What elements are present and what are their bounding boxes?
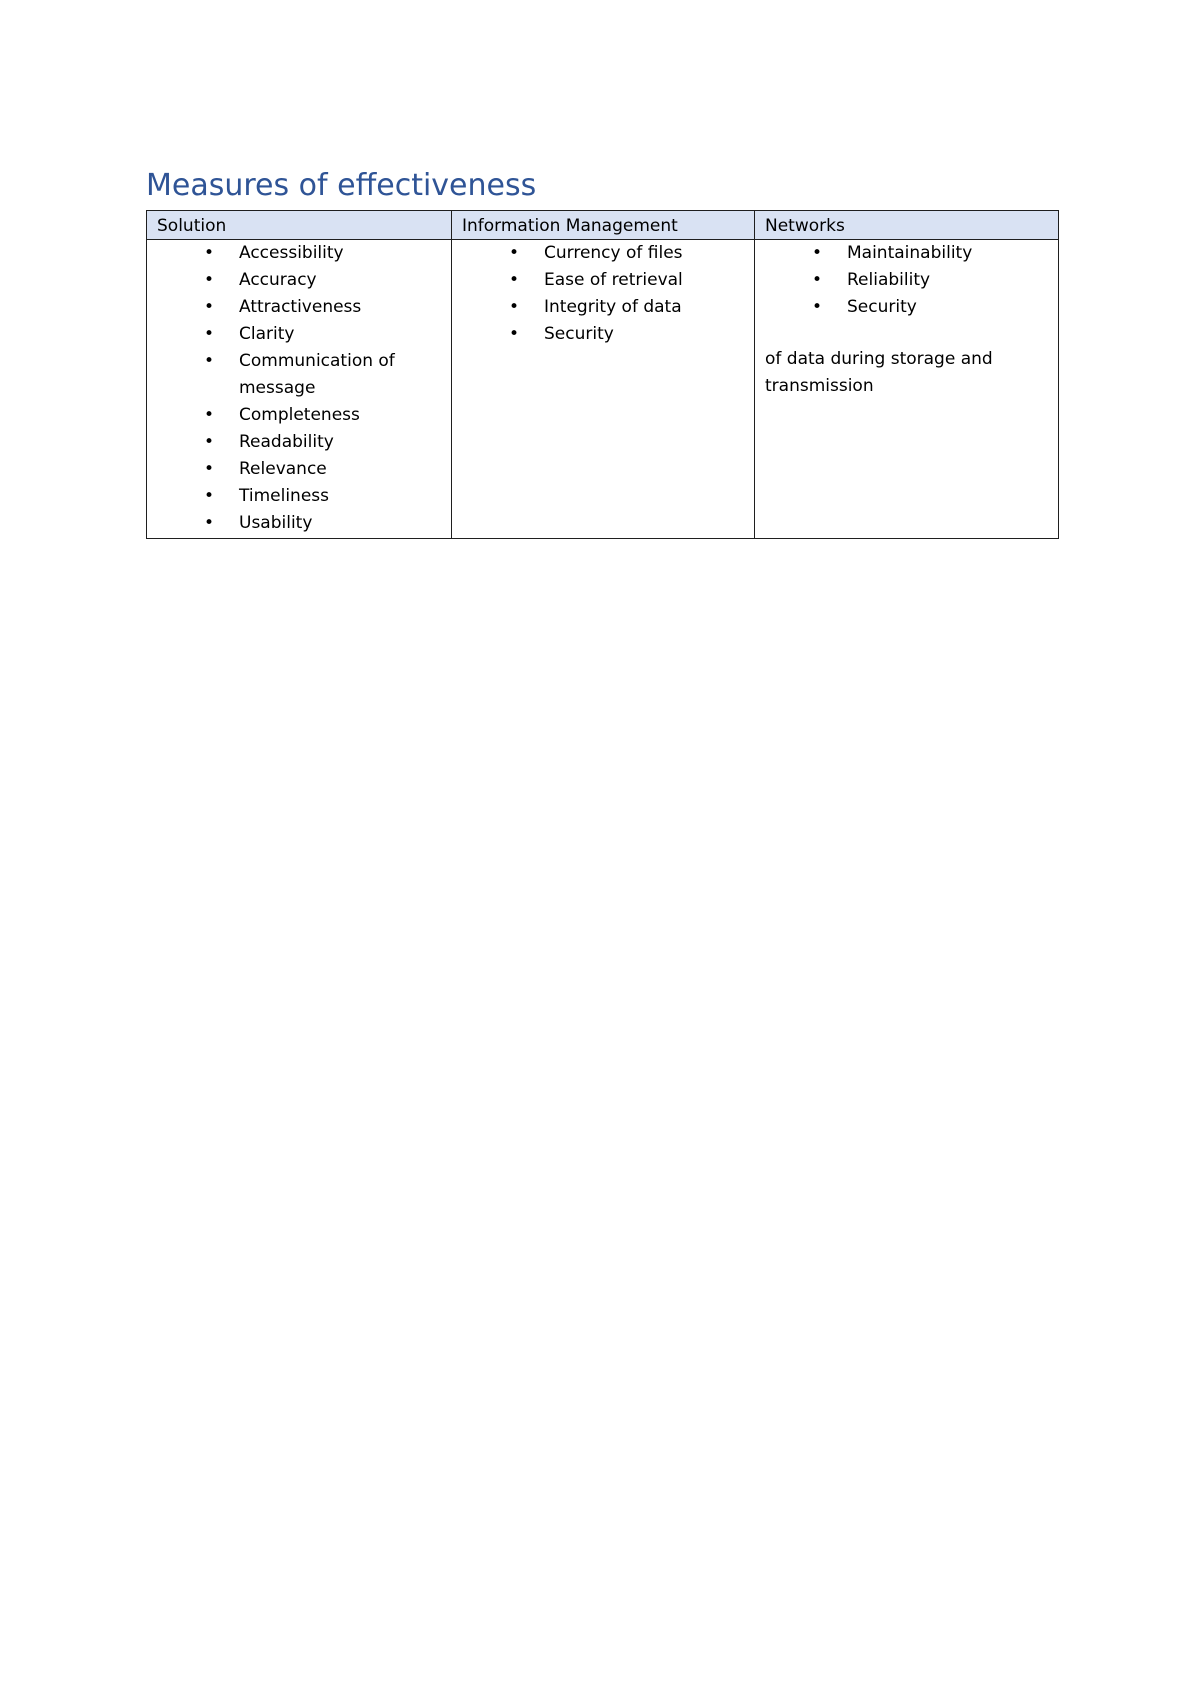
bullet-icon: • [204,270,215,290]
bullet-icon: • [509,324,520,344]
list-item [462,267,746,294]
list-item-label: Timeliness [239,486,329,506]
bullet-icon: • [509,243,520,263]
list-item-label: Reliability [847,270,931,290]
list-item [157,294,443,321]
list-item-label: Clarity [239,324,295,344]
list-item [157,348,443,402]
networks-note: of data during storage and transmission [765,349,993,396]
list-item [157,240,443,267]
bullet-icon: • [204,459,215,479]
networks-cell [755,240,1059,539]
bullet-icon: • [204,405,215,425]
solution-cell [147,240,452,539]
list-item-label: Accuracy [239,270,317,290]
list-item-label: Completeness [239,405,360,425]
header-information-management: Information Management [452,211,755,240]
list-item-label: Communication of message [239,351,395,398]
list-item [765,294,1050,321]
list-item-label: Integrity of data [544,297,682,317]
bullet-icon: • [204,351,215,371]
list-item [157,510,443,537]
list-item [157,321,443,348]
bullet-icon: • [812,297,823,317]
list-item-label: Currency of files [544,243,683,263]
solution-list [157,240,443,537]
list-item [765,240,1050,267]
list-item [765,267,1050,294]
list-item [462,294,746,321]
list-item-label: Accessibility [239,243,344,263]
list-item-label: Security [847,297,917,317]
list-item-label: Usability [239,513,313,533]
bullet-icon: • [509,297,520,317]
list-item [157,402,443,429]
page-title: Measures of effectiveness [146,168,537,203]
table-body-row [147,240,1059,539]
list-item [157,267,443,294]
information-management-list [462,240,746,348]
list-item [157,456,443,483]
list-item [462,321,746,348]
networks-list [765,240,1050,321]
list-item [157,429,443,456]
list-item-label: Attractiveness [239,297,362,317]
list-item-label: Maintainability [847,243,973,263]
bullet-icon: • [204,513,215,533]
list-item [462,240,746,267]
bullet-icon: • [204,486,215,506]
table-header-row [147,211,1059,240]
information-management-cell [452,240,755,539]
header-networks: Networks [755,211,1059,240]
bullet-icon: • [204,297,215,317]
bullet-icon: • [812,270,823,290]
bullet-icon: • [204,432,215,452]
bullet-icon: • [509,270,520,290]
bullet-icon: • [812,243,823,263]
list-item-label: Security [544,324,614,344]
measures-table [146,210,1059,539]
list-item [157,483,443,510]
list-item-label: Ease of retrieval [544,270,683,290]
list-item-label: Readability [239,432,334,452]
list-item-label: Relevance [239,459,327,479]
bullet-icon: • [204,324,215,344]
bullet-icon: • [204,243,215,263]
header-solution: Solution [147,211,452,240]
